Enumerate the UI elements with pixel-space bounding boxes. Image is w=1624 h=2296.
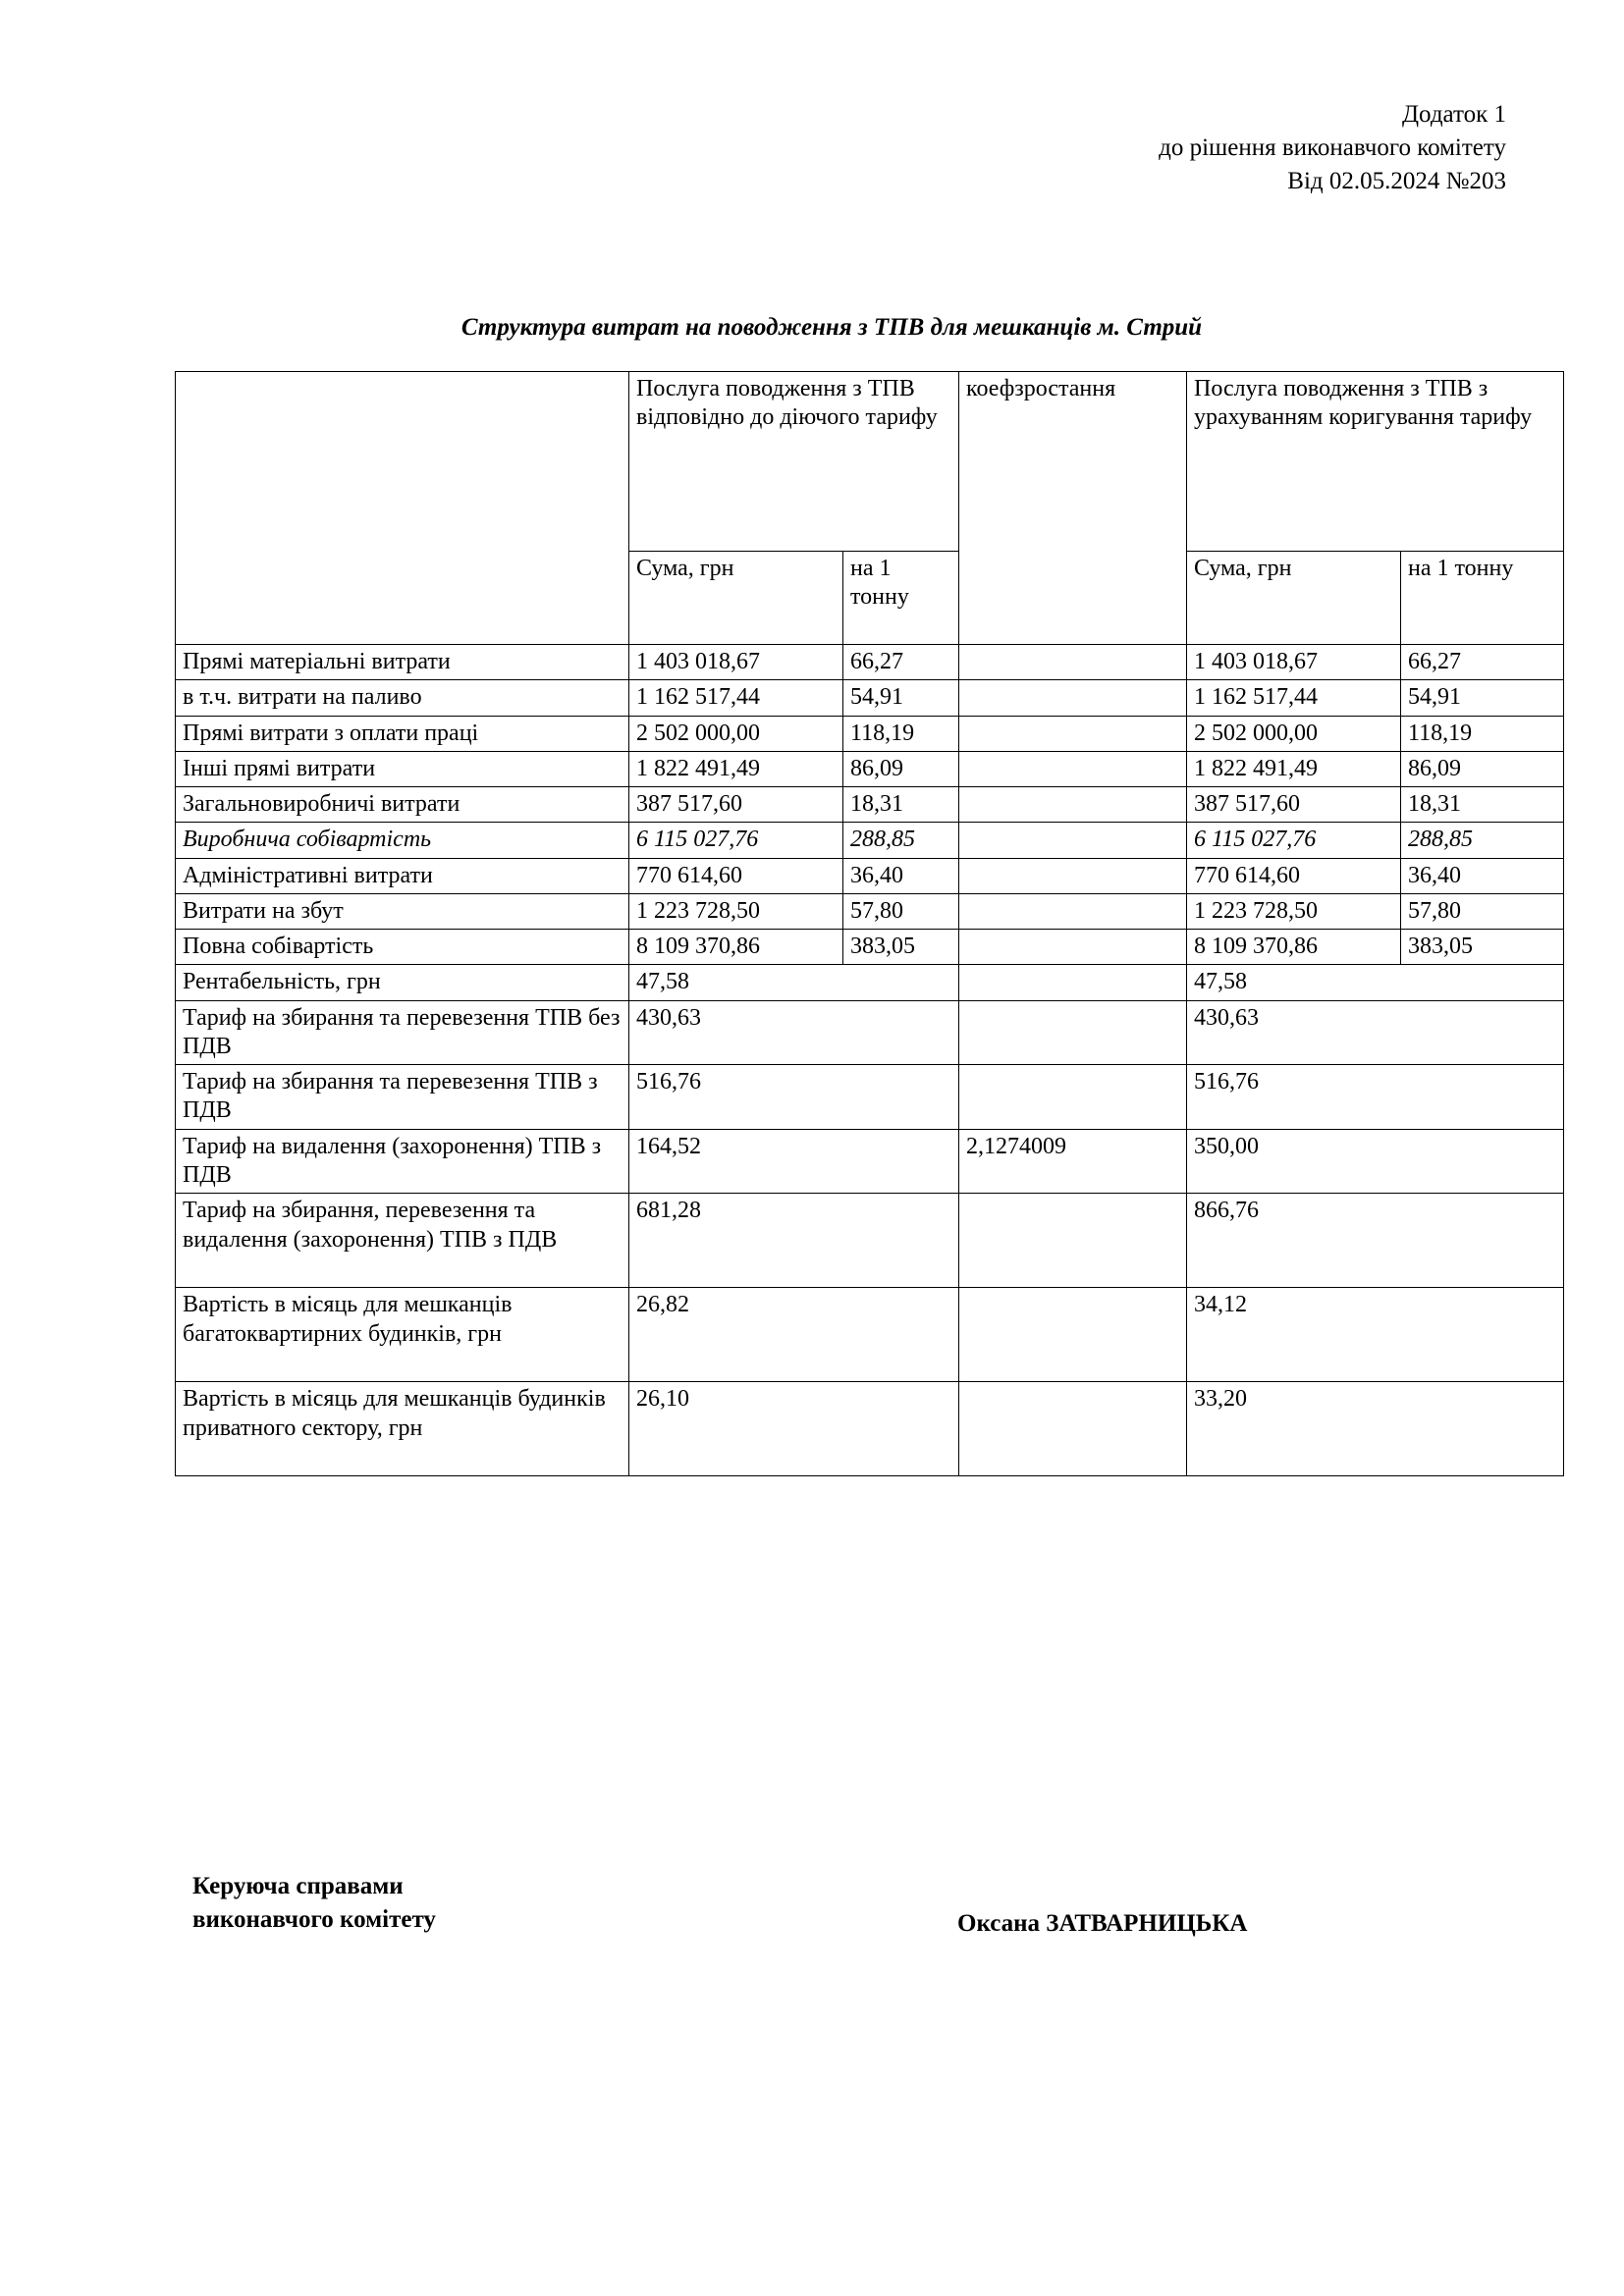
row-ton-current: 118,19 xyxy=(843,716,959,751)
row-coef: 2,1274009 xyxy=(959,1129,1187,1194)
row-ton-current: 86,09 xyxy=(843,751,959,786)
table-row xyxy=(176,893,1564,929)
row-ton-adjusted: 18,31 xyxy=(1401,787,1564,823)
signature-name: Оксана ЗАТВАРНИЦЬКА xyxy=(957,1910,1248,1937)
row-sum-adjusted: 770 614,60 xyxy=(1187,858,1401,893)
row-value-adjusted: 33,20 xyxy=(1187,1382,1564,1476)
row-label: Виробнича собівартість xyxy=(176,823,629,858)
row-coef xyxy=(959,716,1187,751)
table-row xyxy=(176,680,1564,716)
header-sum-current: Сума, грн xyxy=(629,552,843,645)
row-value-current: 26,10 xyxy=(629,1382,959,1476)
row-value-current: 430,63 xyxy=(629,1000,959,1065)
row-ton-adjusted: 288,85 xyxy=(1401,823,1564,858)
row-sum-current: 2 502 000,00 xyxy=(629,716,843,751)
row-coef xyxy=(959,1382,1187,1476)
row-label: в т.ч. витрати на паливо xyxy=(176,680,629,716)
row-coef xyxy=(959,893,1187,929)
header-growth-coefficient: коефзростання xyxy=(959,372,1187,645)
row-coef xyxy=(959,858,1187,893)
row-value-adjusted: 350,00 xyxy=(1187,1129,1564,1194)
table-row xyxy=(176,1288,1564,1382)
row-ton-current: 383,05 xyxy=(843,930,959,965)
row-coef xyxy=(959,751,1187,786)
row-sum-current: 1 403 018,67 xyxy=(629,645,843,680)
row-ton-adjusted: 54,91 xyxy=(1401,680,1564,716)
signature-role xyxy=(192,1870,436,1937)
row-sum-adjusted: 2 502 000,00 xyxy=(1187,716,1401,751)
row-value-adjusted: 430,63 xyxy=(1187,1000,1564,1065)
table-row xyxy=(176,787,1564,823)
row-coef xyxy=(959,930,1187,965)
header-empty-corner xyxy=(176,372,629,645)
row-ton-current: 57,80 xyxy=(843,893,959,929)
row-value-adjusted: 34,12 xyxy=(1187,1288,1564,1382)
row-coef xyxy=(959,1288,1187,1382)
row-ton-adjusted: 66,27 xyxy=(1401,645,1564,680)
row-label: Вартість в місяць для мешканців будинків приватного сектору, грн xyxy=(176,1382,629,1476)
row-sum-current: 1 162 517,44 xyxy=(629,680,843,716)
row-ton-adjusted: 383,05 xyxy=(1401,930,1564,965)
row-label: Тариф на збирання, перевезення та видалення (захоронення) ТПВ з ПДВ xyxy=(176,1194,629,1288)
row-value-current: 516,76 xyxy=(629,1065,959,1130)
table-row xyxy=(176,751,1564,786)
row-ton-adjusted: 57,80 xyxy=(1401,893,1564,929)
row-value-current: 26,82 xyxy=(629,1288,959,1382)
table-row xyxy=(176,1194,1564,1288)
row-label: Рентабельність, грн xyxy=(176,965,629,1000)
row-sum-adjusted: 1 223 728,50 xyxy=(1187,893,1401,929)
row-coef xyxy=(959,787,1187,823)
row-coef xyxy=(959,680,1187,716)
row-ton-current: 54,91 xyxy=(843,680,959,716)
row-value-current: 164,52 xyxy=(629,1129,959,1194)
row-ton-current: 36,40 xyxy=(843,858,959,893)
signature-role-line-1: Керуюча справами xyxy=(192,1873,404,1899)
row-coef xyxy=(959,1000,1187,1065)
row-ton-adjusted: 118,19 xyxy=(1401,716,1564,751)
row-sum-current: 770 614,60 xyxy=(629,858,843,893)
row-ton-adjusted: 86,09 xyxy=(1401,751,1564,786)
row-value-adjusted: 866,76 xyxy=(1187,1194,1564,1288)
cost-structure-table xyxy=(175,371,1564,1476)
signature-role-line-2: виконавчого комітету xyxy=(192,1905,436,1933)
row-coef xyxy=(959,965,1187,1000)
row-label: Адміністративні витрати xyxy=(176,858,629,893)
row-label: Тариф на видалення (захоронення) ТПВ з ПДВ xyxy=(176,1129,629,1194)
row-label: Прямі матеріальні витрати xyxy=(176,645,629,680)
row-sum-current: 8 109 370,86 xyxy=(629,930,843,965)
header-group-current: Послуга поводження з ТПВ відповідно до діючого тарифу xyxy=(629,372,959,552)
row-value-adjusted: 516,76 xyxy=(1187,1065,1564,1130)
table-row xyxy=(176,716,1564,751)
header-per-ton-current: на 1 тонну xyxy=(843,552,959,645)
header-per-ton-adjusted: на 1 тонну xyxy=(1401,552,1564,645)
row-label: Вартість в місяць для мешканців багатоквартирних будинків, грн xyxy=(176,1288,629,1382)
table-row xyxy=(176,858,1564,893)
row-coef xyxy=(959,1065,1187,1130)
row-sum-adjusted: 8 109 370,86 xyxy=(1187,930,1401,965)
row-coef xyxy=(959,823,1187,858)
table-row xyxy=(176,965,1564,1000)
row-label: Інші прямі витрати xyxy=(176,751,629,786)
table-row xyxy=(176,1065,1564,1130)
row-sum-adjusted: 1 403 018,67 xyxy=(1187,645,1401,680)
row-value-adjusted: 47,58 xyxy=(1187,965,1564,1000)
header-line-3: Від 02.05.2024 №203 xyxy=(1287,167,1506,194)
row-value-current: 47,58 xyxy=(629,965,959,1000)
row-ton-adjusted: 36,40 xyxy=(1401,858,1564,893)
header-group-adjusted: Послуга поводження з ТПВ з урахуванням коригування тарифу xyxy=(1187,372,1564,552)
page-title: Структура витрат на поводження з ТПВ для мешканців м. Стрий xyxy=(460,314,1203,341)
row-label: Витрати на збут xyxy=(176,893,629,929)
row-sum-adjusted: 387 517,60 xyxy=(1187,787,1401,823)
row-label: Тариф на збирання та перевезення ТПВ з ПДВ xyxy=(176,1065,629,1130)
row-sum-current: 1 822 491,49 xyxy=(629,751,843,786)
row-coef xyxy=(959,645,1187,680)
table-row xyxy=(176,1000,1564,1065)
row-coef xyxy=(959,1194,1187,1288)
row-sum-adjusted: 6 115 027,76 xyxy=(1187,823,1401,858)
header-line-1: Додаток 1 xyxy=(1402,101,1506,128)
table-row xyxy=(176,1382,1564,1476)
row-label: Загальновиробничі витрати xyxy=(176,787,629,823)
table-row xyxy=(176,645,1564,680)
row-label: Повна собівартість xyxy=(176,930,629,965)
row-value-current: 681,28 xyxy=(629,1194,959,1288)
row-ton-current: 66,27 xyxy=(843,645,959,680)
row-sum-adjusted: 1 822 491,49 xyxy=(1187,751,1401,786)
row-sum-adjusted: 1 162 517,44 xyxy=(1187,680,1401,716)
table-header-row-1 xyxy=(176,372,1564,552)
row-ton-current: 288,85 xyxy=(843,823,959,858)
header-line-2: до рішення виконавчого комітету xyxy=(1159,133,1506,161)
row-label: Тариф на збирання та перевезення ТПВ без ПДВ xyxy=(176,1000,629,1065)
row-sum-current: 1 223 728,50 xyxy=(629,893,843,929)
row-sum-current: 387 517,60 xyxy=(629,787,843,823)
document-header xyxy=(1159,98,1506,197)
header-sum-adjusted: Сума, грн xyxy=(1187,552,1401,645)
row-label: Прямі витрати з оплати праці xyxy=(176,716,629,751)
table-row xyxy=(176,930,1564,965)
table-row xyxy=(176,823,1564,858)
row-ton-current: 18,31 xyxy=(843,787,959,823)
table-row xyxy=(176,1129,1564,1194)
row-sum-current: 6 115 027,76 xyxy=(629,823,843,858)
